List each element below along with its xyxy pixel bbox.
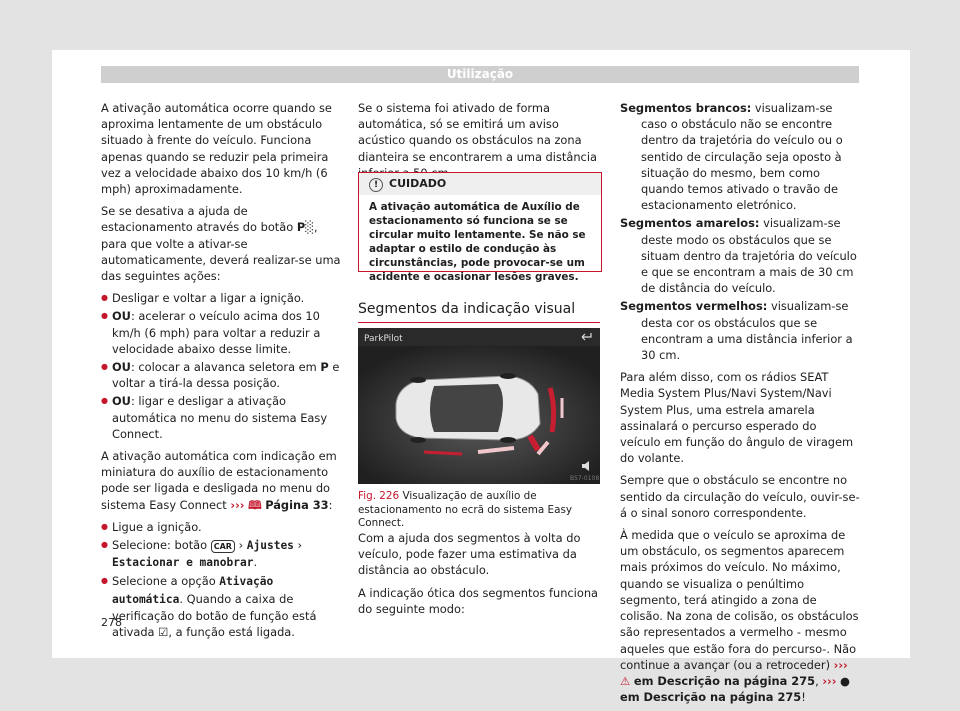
text: , a função está ligada. xyxy=(168,625,295,640)
option-ativacao: Ativação automática xyxy=(112,575,274,606)
definition-text: visualizam-se desta cor os obstáculos que se encontram a uma distância inferior a 30 cm. xyxy=(641,299,853,363)
info-circle-icon: ● xyxy=(840,673,850,688)
definition-white xyxy=(620,100,860,213)
column-2-text xyxy=(358,530,602,623)
menu-estacionar: Estacionar e manobrar xyxy=(112,556,254,570)
reference-arrow-icon: ››› xyxy=(230,497,245,512)
caution-text: A ativação automática de Auxílio de estacionamento só funciona se se circular muito lentamente. Se não se adaptar o estilo de condução às circunstâncias, pode provocar-se um acidente e ocasionar lesões graves. xyxy=(369,201,586,283)
figure-code: B57-0108 xyxy=(570,475,600,482)
list-item: ● Desligar e voltar a ligar a ignição. xyxy=(101,290,341,306)
paragraph: A indicação ótica dos segmentos funciona do seguinte modo: xyxy=(358,585,599,616)
paragraph: Se o sistema foi ativado de forma automática, só se emitirá um aviso acústico quando os obstáculos na zona dianteira se encontrarem a uma distância xyxy=(358,101,597,164)
section-divider xyxy=(358,322,600,323)
caution-header xyxy=(359,173,601,195)
text: : colocar a alavanca seletora em xyxy=(130,360,317,375)
definition-yellow xyxy=(620,215,860,296)
page-reference-link[interactable]: em Descrição na página 275 xyxy=(633,673,816,688)
term-label: Segmentos amarelos: xyxy=(620,216,760,231)
or-label: OU xyxy=(112,309,131,324)
page-number: 278 xyxy=(101,616,122,629)
parkpilot-screen xyxy=(358,328,600,484)
definition-red xyxy=(620,298,860,363)
text: : ligar e desligar a ativação automática no menu do sistema Easy Connect. xyxy=(112,394,328,441)
parkpilot-figure xyxy=(358,328,600,484)
car-button-icon: CAR xyxy=(211,540,235,553)
paragraph xyxy=(101,203,341,284)
text: e voltar a tirá-la dessa posição. xyxy=(112,360,340,391)
checkbox-checked-icon: ☑ xyxy=(158,625,169,640)
info-icon: ! xyxy=(369,178,383,192)
text: A ativação automática com indicação em miniatura do auxílio de estacionamento pode ser ligada e desligada no menu do sistema Easy Connect xyxy=(101,449,337,512)
list-item: ● Selecione: botão CAR › Ajustes › Estacionar e manobrar. xyxy=(101,537,341,571)
caution-title: CUIDADO xyxy=(389,177,447,190)
page-header: Utilização xyxy=(101,66,859,83)
paragraph: Com a ajuda dos segmentos à volta do veículo, pode fazer uma estimativa da distância ao obstáculo. xyxy=(358,531,581,578)
menu-ajustes: Ajustes xyxy=(246,539,294,553)
list-item xyxy=(101,308,341,357)
or-label: OU xyxy=(112,394,131,409)
paragraph: Para além disso, com os rádios SEAT Media System Plus/Navi System/Navi System Plus, uma estrela amarela assinalará o percurso esperado do veículo em função do ângulo de viragem do volante. xyxy=(620,370,854,466)
text: . Quando a caixa de verificação do botão de função está ativada xyxy=(112,591,317,640)
text: Selecione: botão xyxy=(112,538,208,553)
list-item xyxy=(101,393,341,442)
text: Selecione a opção xyxy=(112,574,216,589)
paragraph: A ativação automática com indicação em miniatura do auxílio de estacionamento pode ser ligada e desligada no menu do sistema Easy Connect ››› 🕮 Página 33: xyxy=(101,449,337,512)
paragraph: Sempre que o obstáculo se encontre no sentido da circulação do veículo, ouvir-se-á o sinal sonoro correspondente. xyxy=(620,473,860,520)
list-item xyxy=(101,359,341,391)
figure-label: Fig. 226 xyxy=(358,490,400,502)
term-label: Segmentos brancos: xyxy=(620,101,752,115)
reference-arrow-icon: ››› xyxy=(833,657,848,672)
screen-title: ParkPilot xyxy=(364,334,403,344)
paragraph: À medida que o veículo se aproxima de um obstáculo, os segmentos aparecem mais próximos do veículo. No máximo, quando se visualiza o penúltimo segmento, terá atingido a zona de colisão. Na zona de colisão, os obstáculos são representados a vermelho - mesmo aqueles que estão fora do percurso-. Não continue a avançar (ou a retroceder) ››› ⚠ em Descrição na página 275, ››› ● em Descrição na página 275! xyxy=(620,528,859,705)
text: Se se desativa a ajuda de estacionamento através do botão xyxy=(101,204,294,235)
section-title: Segmentos da indicação visual xyxy=(358,301,576,317)
term-label: Segmentos vermelhos: xyxy=(620,299,768,314)
text: À medida que o veículo se aproxima de um obstáculo, os segmentos aparecem mais próximos do veículo. No máximo, quando se visualiza o penúltimo segmento, terá atingido a zona de colisão. Na zona de colisão, os obstáculos são representados a vermelho - mesmo aqueles que estão fora do percurso-. Não continue a avançar (ou a retroceder) xyxy=(620,528,859,672)
definition-text: visualizam-se caso o obstáculo não se encontre dentro da trajetória do veículo ou o sentido de circulação seja oposto à situação do mesmo, bem como quando temos ativado o travão de estacionamento eletrónico. xyxy=(641,101,843,213)
book-icon: 🕮 xyxy=(248,497,262,512)
or-label: OU xyxy=(112,360,131,375)
definition-text: visualizam-se deste modo os obstáculos que se situam dentro da trajetória do veículo e que se encontram a mais de 30 cm de distância do veículo. xyxy=(641,216,857,296)
gear-p-label: P xyxy=(320,360,329,375)
column-1 xyxy=(101,100,341,642)
page-reference-link[interactable]: em Descrição na página 275 xyxy=(620,690,802,705)
reference-arrow-icon: ››› xyxy=(822,673,837,688)
warning-icon: ⚠ xyxy=(620,673,631,688)
car-image xyxy=(396,373,540,443)
paragraph: A ativação automática ocorre quando se aproxima lentamente de um obstáculo situado à frente do veículo. Funciona apenas quando se reduzir pela primeira vez a velocidade abaixo dos 10 km/h (6 mph) aproximadamente. xyxy=(101,101,332,197)
caution-box xyxy=(358,172,602,283)
text: : acelerar o veículo acima dos 10 km/h (6 mph) para voltar a reduzir a velocidade abaixo desse limite. xyxy=(112,309,321,356)
text: , para que volte a ativar-se automaticamente, deverá realizar-se uma das seguintes ações: xyxy=(101,220,341,284)
page-reference-link[interactable]: Página 33 xyxy=(265,497,329,512)
figure-caption xyxy=(358,490,600,531)
parking-button-icon: P░ xyxy=(296,220,314,235)
list-item xyxy=(101,573,341,640)
caption-text: Visualização de auxílio de estacionamento no ecrã do sistema Easy Connect. xyxy=(358,490,573,529)
segment-red-lower xyxy=(424,452,462,454)
column-3 xyxy=(620,100,860,711)
list-item: ● Ligue a ignição. xyxy=(101,519,341,535)
